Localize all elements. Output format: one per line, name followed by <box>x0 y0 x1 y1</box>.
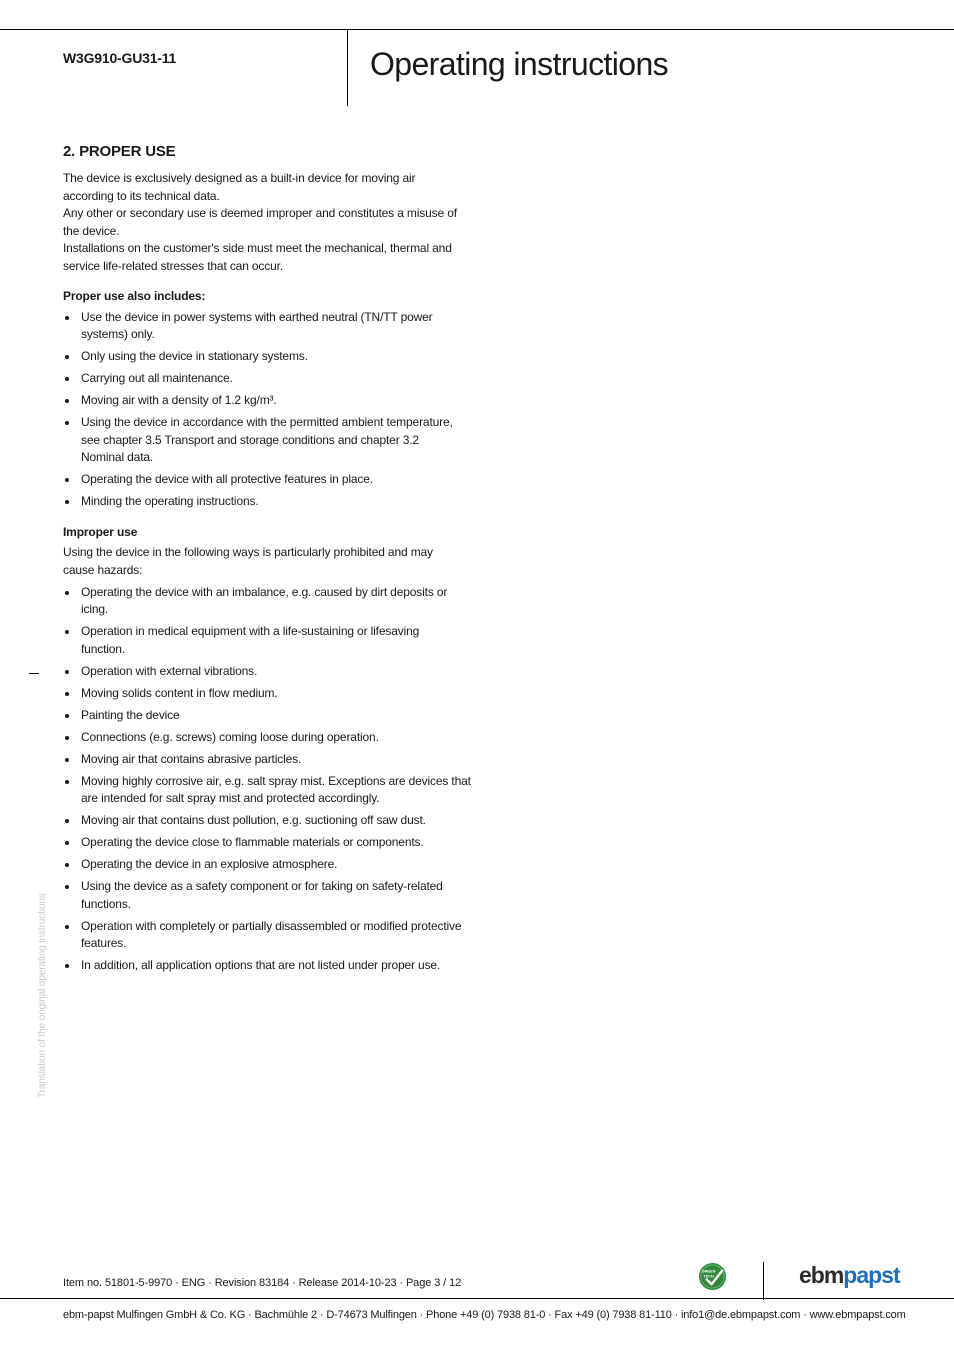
translation-note: Translation of the original operating instructions <box>37 893 48 1098</box>
improper-use-list <box>63 584 471 975</box>
bullet-icon <box>65 316 69 320</box>
bullet-icon <box>65 863 69 867</box>
bullet-icon <box>65 670 69 674</box>
header-top-rule <box>0 29 954 30</box>
proper-use-heading: Proper use also includes: <box>63 289 206 303</box>
list-item: Operation with external vibrations. <box>63 663 463 681</box>
list-item: Operating the device with an imbalance, e.g. caused by dirt deposits or icing. <box>63 584 463 619</box>
badge-text-tech: TECH <box>703 1274 714 1279</box>
list-item: Painting the device <box>63 707 463 725</box>
bullet-icon <box>65 500 69 504</box>
proper-use-list <box>63 309 463 511</box>
bullet-icon <box>65 819 69 823</box>
bullet-icon <box>65 841 69 845</box>
bullet-icon <box>65 478 69 482</box>
list-item: Use the device in power systems with earthed neutral (TN/TT power systems) only. <box>63 309 463 344</box>
improper-use-heading: Improper use <box>63 524 138 539</box>
bullet-icon <box>65 377 69 381</box>
list-item: Minding the operating instructions. <box>63 493 463 511</box>
bullet-icon <box>65 630 69 634</box>
list-item: Moving air that contains abrasive particles. <box>63 751 463 769</box>
bullet-icon <box>65 355 69 359</box>
footer-item-line: Item no. 51801-5-9970 · ENG · Revision 83184 · Release 2014-10-23 · Page 3 / 12 <box>63 1277 462 1289</box>
logo-part-papst: papst <box>843 1262 900 1288</box>
list-item: Moving highly corrosive air, e.g. salt spray mist. Exceptions are devices that are intended for salt spray mist and protected accordingly. <box>63 773 481 808</box>
list-item: Operating the device in an explosive atmosphere. <box>63 856 463 874</box>
bullet-icon <box>65 758 69 762</box>
section-heading: 2. PROPER USE <box>63 143 176 160</box>
bullet-icon <box>65 692 69 696</box>
bullet-icon <box>65 925 69 929</box>
header-divider <box>347 29 348 106</box>
list-item: Operation with completely or partially disassembled or modified protective features. <box>63 918 463 953</box>
ebmpapst-logo <box>799 1260 900 1290</box>
badge-text-green: GREEN <box>701 1269 716 1274</box>
list-item: Operating the device close to flammable materials or components. <box>63 834 463 852</box>
list-item: Using the device in accordance with the permitted ambient temperature, see chapter 3.5 Transport and storage conditions and chapter 3.2 Nominal data. <box>63 414 463 467</box>
improper-use-intro: Using the device in the following ways is particularly prohibited and may cause hazards: <box>63 545 433 577</box>
logo-part-ebm: ebm <box>799 1262 844 1288</box>
list-item: Only using the device in stationary systems. <box>63 348 463 366</box>
bullet-icon <box>65 591 69 595</box>
bullet-icon <box>65 714 69 718</box>
footer-rule <box>0 1298 954 1299</box>
list-item: Using the device as a safety component or for taking on safety-related functions. <box>63 878 463 913</box>
list-item: Moving air with a density of 1.2 kg/m³. <box>63 392 463 410</box>
list-item: Operation in medical equipment with a life-sustaining or lifesaving function. <box>63 623 463 658</box>
bullet-icon <box>65 780 69 784</box>
document-title: Operating instructions <box>370 46 669 82</box>
list-item: Connections (e.g. screws) coming loose during operation. <box>63 729 463 747</box>
greentech-badge-icon <box>698 1262 727 1291</box>
list-item: Operating the device with all protective features in place. <box>63 471 463 489</box>
bullet-icon <box>65 421 69 425</box>
list-item: Moving air that contains dust pollution, e.g. suctioning off saw dust. <box>63 812 463 830</box>
intro-paragraph-1: The device is exclusively designed as a built-in device for moving air according to its technical data. <box>63 171 416 203</box>
list-item: In addition, all application options that are not listed under proper use. <box>63 957 463 975</box>
bullet-icon <box>65 736 69 740</box>
bullet-icon <box>65 399 69 403</box>
bullet-icon <box>65 885 69 889</box>
main-content <box>63 143 471 979</box>
fold-mark <box>29 673 39 674</box>
logo-divider <box>763 1262 764 1300</box>
list-item: Moving solids content in flow medium. <box>63 685 463 703</box>
intro-paragraph-2: Any other or secondary use is deemed improper and constitutes a misuse of the device. <box>63 206 457 238</box>
model-number: W3G910-GU31-11 <box>63 50 177 66</box>
footer-company-line: ebm-papst Mulfingen GmbH & Co. KG · Bachmühle 2 · D-74673 Mulfingen · Phone +49 (0) 7938 81-0 · Fax +49 (0) 7938 81-110 · info1@de.ebmpapst.com · www.ebmpapst.com <box>63 1309 906 1321</box>
bullet-icon <box>65 964 69 968</box>
intro-paragraph-3: Installations on the customer's side must meet the mechanical, thermal and service life-related stresses that can occur. <box>63 241 452 273</box>
list-item: Carrying out all maintenance. <box>63 370 463 388</box>
